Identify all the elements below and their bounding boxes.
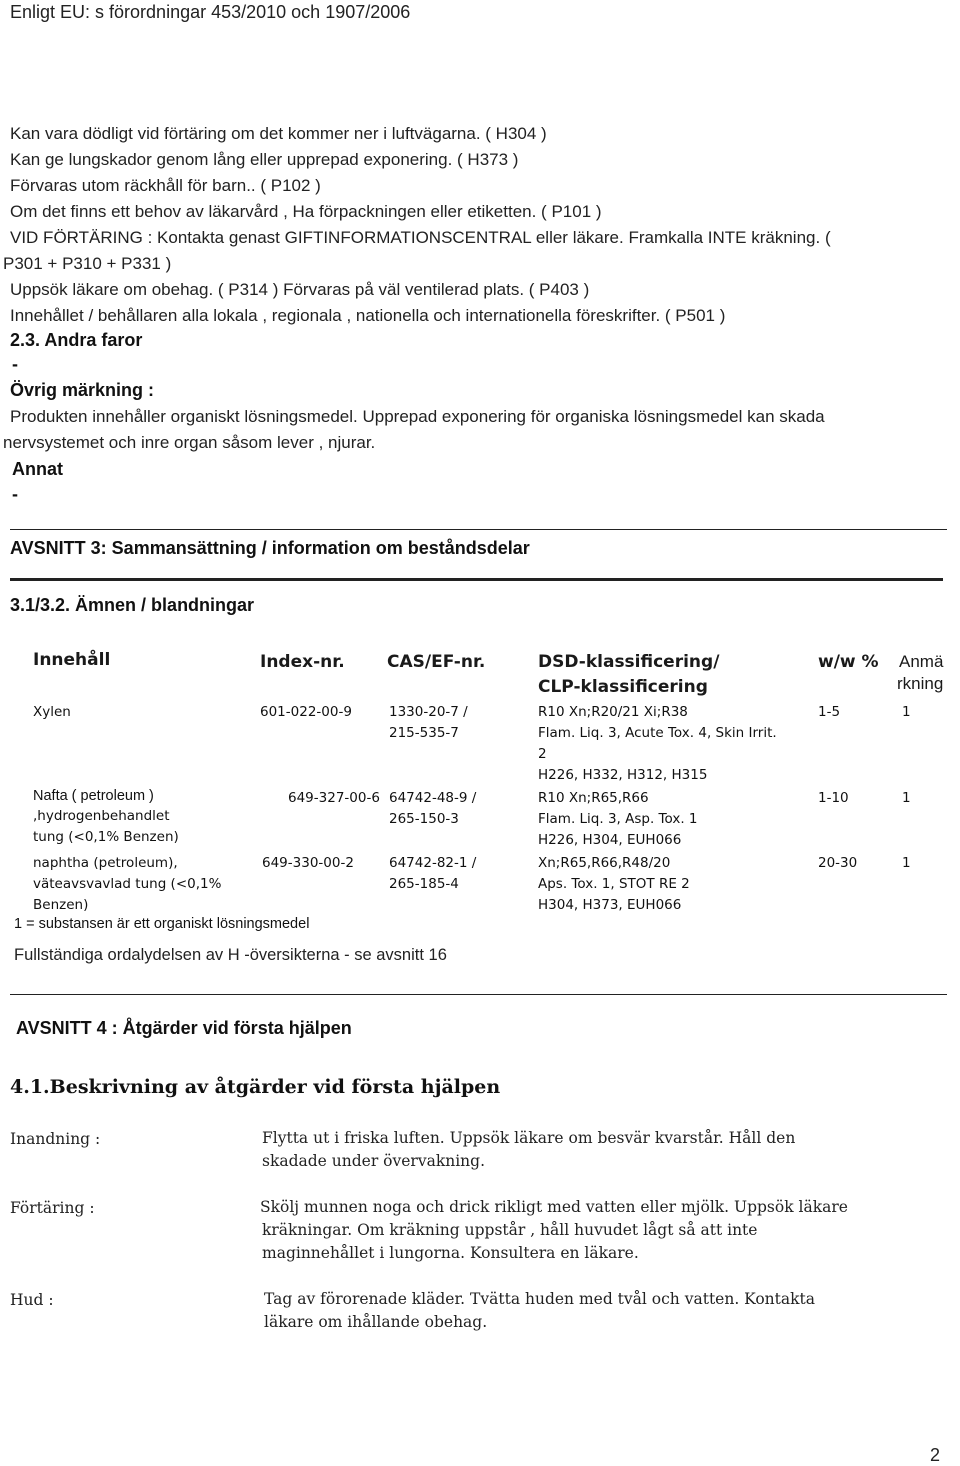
cell-cas: 1330-20-7 /	[389, 704, 468, 720]
cell-classification: H226, H332, H312, H315	[538, 767, 708, 783]
precaution-statement: Uppsök läkare om obehag. ( P314 ) Förvaras på väl ventilerad plats. ( P403 )	[10, 280, 590, 299]
cell-classification: Xn;R65,R66,R48/20	[538, 855, 671, 871]
cell-ww: 1-10	[818, 790, 849, 806]
first-aid-text: Flytta ut i friska luften. Uppsök läkare om besvär kvarstår. Håll den	[262, 1129, 796, 1147]
section-3-subheading: 3.1/3.2. Ämnen / blandningar	[10, 595, 255, 615]
document-header-title: Enligt EU: s förordningar 453/2010 och 1907/2006	[10, 2, 411, 22]
dash-placeholder: -	[12, 484, 18, 504]
hazard-statement: Kan ge lungskador genom lång eller upprepad exponering. ( H373 )	[10, 150, 519, 169]
hazard-statement: Kan vara dödligt vid förtäring om det kommer ner i luftvägarna. ( H304 )	[10, 124, 547, 143]
table-footnote: 1 = substansen är ett organiskt lösningsmedel	[14, 916, 310, 932]
column-header-classification: CLP-klassificering	[538, 677, 708, 697]
cell-classification: H226, H304, EUH066	[538, 832, 682, 848]
annat-heading: Annat	[12, 459, 63, 479]
column-header-remark: rkning	[897, 674, 944, 693]
column-header-remark: Anmä	[899, 652, 944, 671]
cell-classification: H304, H373, EUH066	[538, 897, 682, 913]
first-aid-label: Förtäring :	[10, 1199, 95, 1217]
cell-content: väteavsvavlad tung (<0,1%	[33, 876, 222, 892]
cell-remark: 1	[902, 790, 911, 806]
other-marking-text: nervsystemet och inre organ såsom lever , njurar.	[3, 433, 376, 452]
cell-classification: Flam. Liq. 3, Asp. Tox. 1	[538, 811, 698, 827]
first-aid-text: Tag av förorenade kläder. Tvätta huden med tvål och vatten. Kontakta	[264, 1290, 815, 1308]
cell-cas: 64742-82-1 /	[389, 855, 477, 871]
cell-cas: 265-150-3	[389, 811, 459, 827]
cell-content: ,hydrogenbehandlet	[33, 808, 170, 824]
column-header-ww: w/w %	[818, 652, 879, 672]
first-aid-text: kräkningar. Om kräkning uppstår , håll huvudet lågt så att inte	[262, 1221, 758, 1239]
cell-cas: 215-535-7	[389, 725, 459, 741]
cell-content: Xylen	[33, 704, 71, 720]
precaution-statement: Om det finns ett behov av läkarvård , Ha förpackningen eller etiketten. ( P101 )	[10, 202, 602, 221]
section-divider	[10, 529, 947, 530]
section-4-1-subheading: 4.1.Beskrivning av åtgärder vid första hjälpen	[10, 1076, 501, 1098]
first-aid-text: Skölj munnen noga och drick rikligt med vatten eller mjölk. Uppsök läkare	[260, 1198, 848, 1216]
cell-content: Benzen)	[33, 897, 89, 913]
precaution-statement: P301 + P310 + P331 )	[3, 254, 172, 273]
section-divider-thick	[10, 578, 943, 581]
section-2-3-heading: 2.3. Andra faror	[10, 330, 143, 350]
cell-ww: 20-30	[818, 855, 858, 871]
cell-remark: 1	[902, 855, 911, 871]
cell-classification: Aps. Tox. 1, STOT RE 2	[538, 876, 690, 892]
first-aid-label: Inandning :	[10, 1130, 101, 1148]
column-header-content: Innehåll	[33, 650, 111, 670]
first-aid-text: skadade under övervakning.	[262, 1152, 486, 1170]
cell-index: 601-022-00-9	[260, 704, 352, 720]
cell-classification: 2	[538, 746, 547, 762]
dash-placeholder: -	[12, 354, 18, 374]
cell-index: 649-327-00-6	[288, 790, 380, 806]
cell-cas: 64742-48-9 /	[389, 790, 477, 806]
cell-classification: R10 Xn;R65,R66	[538, 790, 649, 806]
precaution-statement: VID FÖRTÄRING : Kontakta genast GIFTINFORMATIONSCENTRAL eller läkare. Framkalla INTE kräkning. (	[10, 228, 831, 247]
cell-content: Nafta ( petroleum )	[33, 788, 154, 804]
cell-classification: R10 Xn;R20/21 Xi;R38	[538, 704, 688, 720]
first-aid-text: maginnehållet i lungorna. Konsultera en läkare.	[262, 1244, 639, 1262]
section-divider	[10, 994, 947, 995]
precaution-statement: Innehållet / behållaren alla lokala , regionala , nationella och internationella föreskrifter. ( P501 )	[10, 306, 726, 325]
cell-cas: 265-185-4	[389, 876, 459, 892]
page-number: 2	[930, 1445, 941, 1465]
column-header-classification: DSD-klassificering/	[538, 652, 720, 672]
cell-ww: 1-5	[818, 704, 841, 720]
precaution-statement: Förvaras utom räckhåll för barn.. ( P102 )	[10, 176, 321, 195]
cell-classification: Flam. Liq. 3, Acute Tox. 4, Skin Irrit.	[538, 725, 777, 741]
cell-index: 649-330-00-2	[262, 855, 354, 871]
cell-remark: 1	[902, 704, 911, 720]
section-3-heading: AVSNITT 3: Sammansättning / information om beståndsdelar	[10, 538, 530, 558]
cell-content: naphtha (petroleum),	[33, 855, 178, 871]
full-text-note: Fullständiga ordalydelsen av H -översikterna - se avsnitt 16	[14, 946, 447, 964]
other-marking-heading: Övrig märkning :	[10, 380, 155, 400]
other-marking-text: Produkten innehåller organiskt lösningsmedel. Upprepad exponering för organiska lösningsmedel kan skada	[10, 407, 825, 426]
column-header-index: Index-nr.	[260, 652, 345, 672]
cell-content: tung (<0,1% Benzen)	[33, 829, 179, 845]
first-aid-text: läkare om ihållande obehag.	[264, 1313, 488, 1331]
section-4-heading: AVSNITT 4 : Åtgärder vid första hjälpen	[16, 1018, 352, 1038]
column-header-cas: CAS/EF-nr.	[387, 652, 486, 672]
first-aid-label: Hud :	[10, 1291, 54, 1309]
